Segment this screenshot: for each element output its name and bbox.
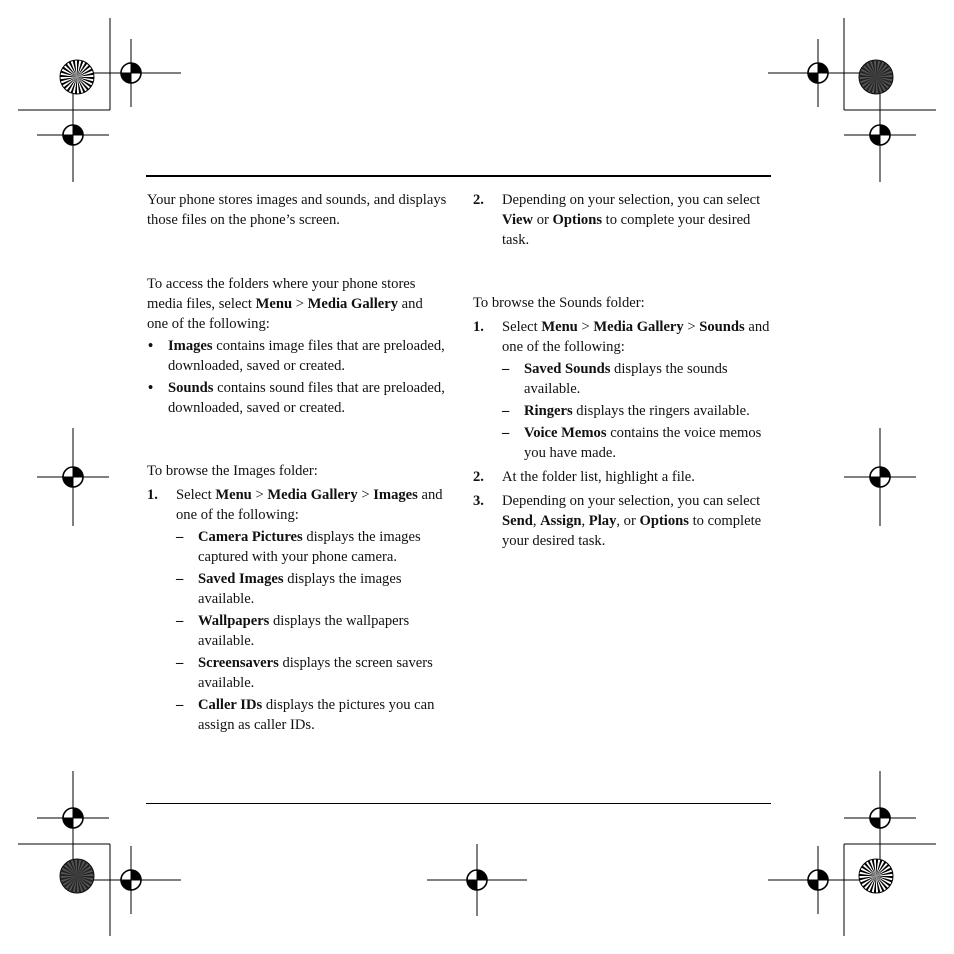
access-folders-section xyxy=(147,274,447,418)
images-option-wallpapers: – Wallpapers displays the wallpapers available. xyxy=(176,613,410,649)
browse-images-section xyxy=(147,461,447,735)
browse-sounds-section xyxy=(473,293,773,551)
registration-mark-left-lower-icon xyxy=(37,771,109,865)
header-rule xyxy=(146,175,771,177)
sounds-option-voice-memos: – Voice Memos contains the voice memos you have made. xyxy=(502,425,762,461)
intro-paragraph: Your phone stores images and sounds, and displays those files on the phone’s screen. xyxy=(147,192,447,228)
browse-sounds-intro: To browse the Sounds folder: xyxy=(473,295,645,311)
starburst-wheel-bottom-right-icon xyxy=(859,859,893,893)
sounds-step-3: 3. Depending on your selection, you can select Send, Assign, Play, or Options to complete your desired task. xyxy=(473,493,762,549)
sounds-step-1: 1. Select Menu > Media Gallery > Sounds and one of the following: xyxy=(473,319,770,355)
registration-mark-right-lower-icon xyxy=(844,771,916,865)
registration-mark-bottom-right-icon xyxy=(768,846,868,914)
bullet-sounds: • Sounds contains sound files that are preloaded, downloaded, saved or created. xyxy=(148,380,445,416)
registration-mark-right-middle-icon xyxy=(844,428,916,526)
sounds-step-2: 2. At the folder list, highlight a file. xyxy=(473,469,695,485)
registration-mark-right-upper-icon xyxy=(844,88,916,182)
registration-mark-left-middle-icon xyxy=(37,428,109,526)
images-step-2: 2. Depending on your selection, you can select View or Options to complete your desired task. xyxy=(473,192,761,248)
sounds-option-ringers: – Ringers displays the ringers available. xyxy=(502,403,750,419)
images-option-camera-pictures: – Camera Pictures displays the images captured with your phone camera. xyxy=(176,529,421,565)
footer-rule xyxy=(146,803,771,804)
registration-mark-top-left-icon xyxy=(81,39,181,107)
starburst-wheel-top-right-icon xyxy=(859,60,893,94)
images-option-caller-ids: – Caller IDs displays the pictures you can assign as caller IDs. xyxy=(176,697,435,733)
sounds-option-saved-sounds: – Saved Sounds displays the sounds available. xyxy=(502,361,728,397)
registration-mark-left-upper-icon xyxy=(37,88,109,182)
browse-images-intro: To browse the Images folder: xyxy=(147,463,318,479)
images-option-saved-images: – Saved Images displays the images available. xyxy=(176,571,402,607)
starburst-wheel-bottom-left-icon xyxy=(60,859,94,893)
starburst-wheel-top-left-icon xyxy=(60,60,94,94)
images-option-screensavers: – Screensavers displays the screen savers available. xyxy=(176,655,433,691)
registration-mark-bottom-center-icon xyxy=(427,844,527,916)
bullet-images: • Images contains image files that are preloaded, downloaded, saved or created. xyxy=(148,338,445,374)
registration-mark-bottom-left-icon xyxy=(81,846,181,914)
images-step-1: 1. Select Menu > Media Gallery > Images and one of the following: xyxy=(147,487,443,523)
registration-mark-top-right-icon xyxy=(768,39,868,107)
access-paragraph: To access the folders where your phone stores media files, select Menu > Media Gallery and one of the following: xyxy=(147,276,423,332)
